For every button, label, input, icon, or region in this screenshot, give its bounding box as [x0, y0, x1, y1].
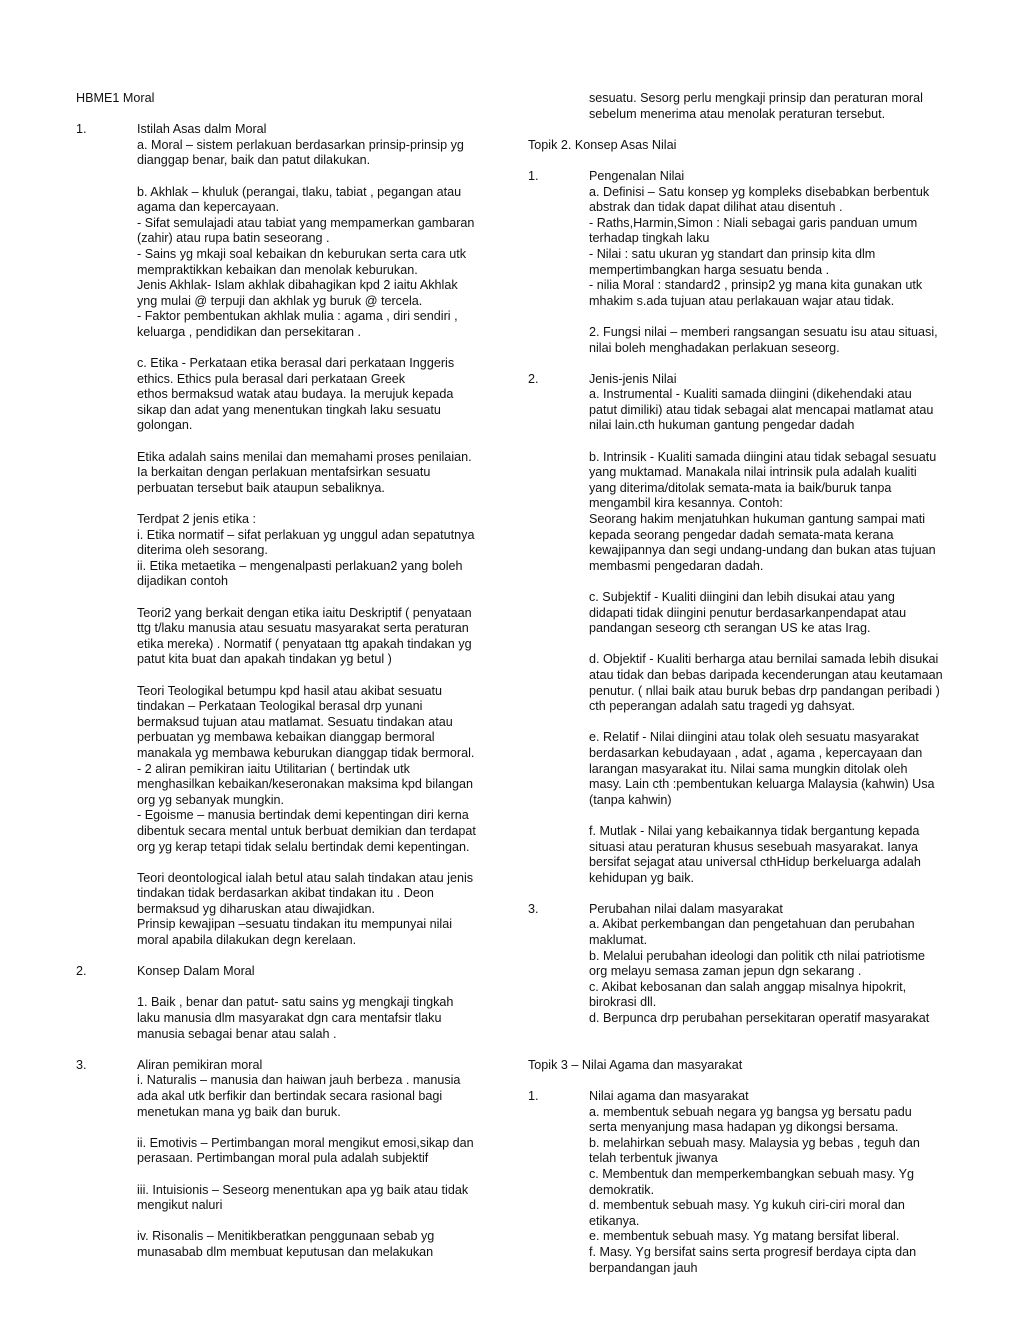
paragraph: iii. Intuisionis – Seseorg menentukan apa yg baik atau tidak mengikut naluri	[137, 1182, 469, 1213]
paragraph: a. Instrumental - Kualiti samada diingini (dikehendaki atau patut dimiliki) atau tidak sebagai alat mencapai matlamat atau nilai lain.cth hukuman gantung pengedar dadah	[589, 387, 934, 433]
section-number: 1.	[528, 168, 539, 183]
section-heading: Istilah Asas dalm Moral	[137, 122, 267, 137]
paragraph: d. Objektif - Kualiti berharga atau bernilai samada lebih disukai atau tidak dan bebas daripada kecenderungan atau keutamaan penutur. ( nllai baik atau buruk bebas drp pandangan peribadi ) cth peperangan adalah satu tragedi yg dahsyat.	[589, 652, 943, 714]
paragraph: Terdpat 2 jenis etika : i. Etika normatif – sifat perlakuan yg unggul adan sepatutnya diterima oleh sesorang. ii. Etika metaetika – mengenalpasti perlakuan2 yang boleh dijadikan contoh	[137, 512, 475, 589]
section-heading: Perubahan nilai dalam masyarakat	[589, 901, 783, 916]
section-number: 2.	[528, 371, 539, 386]
paragraph: Teori2 yang berkait dengan etika iaitu Deskriptif ( penyataan ttg t/laku manusia atau sesuatu masyarakat serta peraturan etika mereka) . Normatif ( penyataan ttg apakah tindakan yg patut kita buat dan apakah tindakan yg betul )	[137, 605, 472, 667]
topic-3-title: Topik 3 – Nilai Agama dan masyarakat	[528, 1057, 743, 1072]
paragraph: Teori Teologikal betumpu kpd hasil atau akibat sesuatu tindakan – Perkataan Teologikal berasal drp yunani bermaksud tujuan atau matlamat. Sesuatu tindakan atau perbuatan yg membawa kebaikan dianggap bermoral manakala yg membawa keburukan dianggap tidak bermoral. - 2 aliran pemikiran iaitu Utilitarian ( bertindak utk menghasilkan kebaikan/keseronakan maksima kpd bilangan org yg sebanyak mungkin. - Egoisme – manusia bertindak demi kepentingan diri kerna dibentuk secara mental untuk berbuat demikian dan terdapat org yg kerap tetapi tidak selalu bertindak demi kepentingan.	[137, 683, 476, 854]
section-heading: Pengenalan Nilai	[589, 168, 685, 183]
section-heading: Nilai agama dan masyarakat	[589, 1089, 749, 1103]
paragraph: a. Akibat perkembangan dan pengetahuan dan perubahan maklumat. b. Melalui perubahan ideologi dan politik cth nilai patriotisme org melayu semasa zaman jepun dgn sekarang . c. Akibat kebosanan dan salah anggap misalnya hipokrit, birokrasi dll. d. Berpunca drp perubahan persekitaran operatif masyarakat	[589, 917, 930, 1026]
section-heading: Jenis-jenis Nilai	[589, 371, 677, 386]
paragraph: e. Relatif - Nilai diingini atau tolak oleh sesuatu masyarakat berdasarkan kebudayaan , adat , agama , kepercayaan dan larangan masyarakat itu. Nilai sama mungkin ditolak oleh masy. Lain cth :pembentukan keluarga Malaysia (kahwin) Usa (tanpa kahwin)	[589, 730, 935, 807]
paragraph: 2. Fungsi nilai – memberi rangsangan sesuatu isu atau situasi, nilai boleh menghadakan perlakuan seseorg.	[589, 324, 938, 355]
section-1	[76, 122, 506, 948]
document-title: HBME1 Moral	[76, 91, 155, 105]
paragraph: a. Moral – sistem perlakuan berdasarkan prinsip-prinsip yg dianggap benar, baik dan patut dilakukan.	[137, 137, 464, 168]
paragraph: c. Etika - Perkataan etika berasal dari perkataan Inggeris ethics. Ethics pula berasal dari perkataan Greek ethos bermaksud watak atau budaya. Ia merujuk kepada sikap dan adat yang menentukan tingkah laku sesuatu golongan.	[137, 356, 455, 433]
paragraph: Teori deontological ialah betul atau salah tindakan atau jenis tindakan tidak berdasarkan akibat tindakan itu . Deon bermaksud yg diharuskan atau diwajidkan. Prinsip kewajipan –sesuatu tindakan itu mempunyai nilai moral apabila dilakukan degn kerelaan.	[137, 870, 474, 948]
section-2	[76, 964, 506, 1042]
paragraph: a. Definisi – Satu konsep yg kompleks disebabkan berbentuk abstrak dan tidak dapat dilihat atau disentuh . - Raths,Harmin,Simon : Niali sebagai garis panduan umum terhadap tingkah laku - Nilai : satu ukuran yg standart dan prinsip kita dlm mempertimbangkan harga sesuatu benda . - nilia Moral : standard2 , prinsip2 yg mana kita gunakan utk mhakim s.ada tujuan atau perlakauan wajar atau tidak.	[589, 184, 930, 308]
topic-2-section-2	[528, 372, 968, 887]
continuation	[528, 91, 968, 122]
section-3	[76, 1058, 506, 1261]
paragraph: 1. Baik , benar dan patut- satu sains yg mengkaji tingkah laku manusia dlm masyarakat dgn cara mentafsir tlaku manusia sebagai benar atau salah .	[137, 995, 454, 1041]
section-heading: Aliran pemikiran moral	[137, 1057, 263, 1072]
paragraph: iv. Risonalis – Menitikberatkan penggunaan sebab yg munasabab dlm membuat keputusan dan melakukan	[137, 1229, 435, 1259]
paragraph: ii. Emotivis – Pertimbangan moral mengikut emosi,sikap dan perasaan. Pertimbangan moral pula adalah subjektif	[137, 1135, 474, 1166]
section-number: 1.	[76, 122, 87, 137]
section-heading: Konsep Dalam Moral	[137, 964, 255, 979]
section-number: 1.	[528, 1089, 539, 1103]
paragraph: sesuatu. Sesorg perlu mengkaji prinsip dan peraturan moral sebelum menerima atau menolak peraturan tersebut.	[589, 91, 923, 121]
section-number: 3.	[528, 901, 539, 916]
paragraph: b. Intrinsik - Kualiti samada diingini atau tidak sebagal sesuatu yang muktamad. Manakala nilai intrinsik pula adalah kualiti yang diterima/ditolak semata-mata ia baik/buruk tanpa mengambil kira kesannya. Contoh: Seorang hakim menjatuhkan hukuman gantung sampai mati kepada seorang pengedar dadah semata-mata kerana kewajipannya dan segi undang-undang dan bukan atas tujuan membasmi pengedaran dadah.	[589, 449, 937, 573]
section-number: 3.	[76, 1057, 87, 1072]
section-number: 2.	[76, 964, 87, 979]
paragraph: c. Subjektif - Kualiti diingini dan lebih disukai atau yang didapati tidak diingini penutur berdasarkanpendapat atau pandangan seseorg cth serangan US ke atas Irag.	[589, 590, 907, 636]
left-column	[76, 91, 506, 1261]
topic-2-section-1	[528, 169, 968, 356]
topic-2-section-3	[528, 902, 968, 1027]
paragraph: f. Mutlak - Nilai yang kebaikannya tidak bergantung kepada situasi atau peraturan khusus sesebuah masyarakat. Ianya bersifat sejagat atau universal cthHidup berkeluarga adalah kehidupan yg baik.	[589, 823, 921, 885]
topic-3-section-1	[528, 1089, 968, 1276]
topic-2-title: Topik 2. Konsep Asas Nilai	[528, 137, 677, 152]
paragraph: i. Naturalis – manusia dan haiwan jauh berbeza . manusia ada akal utk berfikir dan bertindak secara rasional bagi menetukan mana yg baik dan buruk.	[137, 1073, 461, 1119]
right-column	[528, 91, 968, 1276]
paragraph: a. membentuk sebuah negara yg bangsa yg bersatu padu serta menyanjung masa hadapan yg dikongsi bersama. b. melahirkan sebuah masy. Malaysia yg bebas , teguh dan telah terbentuk jiwanya c. Membentuk dan memperkembangkan sebuah masy. Yg demokratik. d. membentuk sebuah masy. Yg kukuh ciri-ciri moral dan etikanya. e. membentuk sebuah masy. Yg matang bersifat liberal. f. Masy. Yg bersifat sains serta progresif berdaya cipta dan berpandangan jauh	[589, 1104, 920, 1275]
paragraph: b. Akhlak – khuluk (perangai, tlaku, tabiat , pegangan atau agama dan kepercayaan. - Sifat semulajadi atau tabiat yang mempamerkan gambaran (zahir) atau rupa batin seseorang . - Sains yg mkaji soal kebaikan dn keburukan serta cara utk mempraktikkan kebaikan dan menolak keburukan. Jenis Akhlak- Islam akhlak dibahagikan kpd 2 iaitu Akhlak yng mulai @ terpuji dan akhlak yg buruk @ tercela. - Faktor pembentukan akhlak mulia : agama , diri sendiri , keluarga , pendidikan dan persekitaran .	[137, 184, 475, 339]
paragraph: Etika adalah sains menilai dan memahami proses penilaian. Ia berkaitan dengan perlakuan mentafsirkan sesuatu perbuatan tersebut baik ataupun sebaliknya.	[137, 449, 472, 495]
